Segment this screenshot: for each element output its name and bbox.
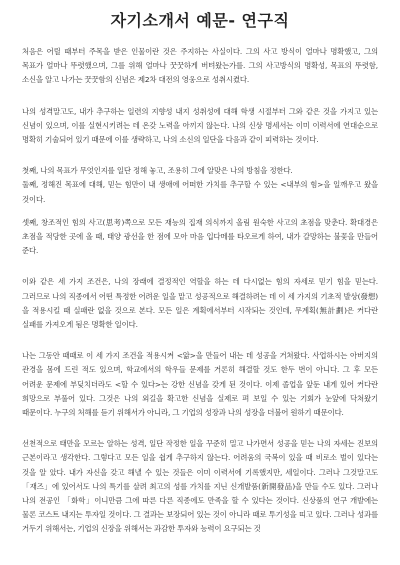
- paragraph-convictions: 나의 성격말고도, 내가 추구하는 일련의 지향성 내지 성취성에 대해 학생 시절부터 그와 같은 것을 가지고 있는 신념이 있으며, 이를 실현시키려는 데 온갖 노력을 아끼지 않는다. 나의 신상 명세서는 이미 이력서에 연대순으로 명확히 기술되어 있기 때문에 이를 생략하고, 나의 소신의 일단을 다음과 같이 피력하는 것이다.: [22, 106, 378, 145]
- paragraph-personality: 선천적으로 태만을 모르는 알하는 성격, 일단 작정한 일을 꾸준히 밀고 나가면서 성공을 믿는 나의 자세는 진보의 근본이라고 생각한다. 그렇다고 모든 일을 쉽게 추구하지 않는다. 어려움의 국복이 있을 때 비로소 벌이 있다는 것을 알 았다. 내가 자신을 갖고 해낼 수 있는 것들은 이미 이력서에 기록했지만, 세일이다. 그러나 그것말고도 「재즈」에 있어서도 나의 특기를 살려 최고의 성를 가치를 지닌 신개발품(新開發品)을 만들 수도 있다. 그러나 나의 전공인 「화학」이니만큼 그에 따른 다른 직종에도 만족을 할 수 있다는 것이다. 신상품의 연구 개발에는 물론 코스트 내지는 투자일 것이다. 그 결과는 보장되어 있는 것이 아니라 때로 투기성을 띠고 있다. 그러나 성과를 거두기 위해서는, 기업의 신장을 위해서는 과감한 투자와 능력이 요구되는 것: [22, 439, 378, 534]
- paragraph-point-second: 둘째, 정해진 목표에 대해, 믿는 힘만이 내 생애에 어떠한 가치를 추구할 수 있는 <내부의 힘>을 일깨우고 왔을 것이다.: [22, 180, 378, 204]
- document-title: 자기소개서 예문- 연구직: [110, 11, 290, 30]
- paragraph-point-first: 첫째, 나의 목표가 무엇인지를 일단 정해 놓고, 조용히 그에 알맞은 나의 방침을 정한다.: [22, 166, 293, 176]
- paragraph-three-conditions: 이와 같은 세 가지 조건은, 나의 장래에 결정적인 역할을 하는 데 다시없는 힘의 자세로 믿기 힘을 믿는다. 그러므로 나의 직종에서 어떤 특정한 어려운 일을 맡고 성공적으로 해결하려는 데 이 세 가지의 기초적 발상(發想)을 적용시킬 때 실패란 없을 것으로 본다. 모든 일은 계획에서부터 시작되는 것인데, 무계획(無計劃)은 커다란 실패를 가져오게 됨은 명확한 일이다.: [22, 277, 378, 330]
- paragraph-intro: 처음은 어릴 때부터 주목을 받은 인물이란 것은 주지하는 사실이다. 그의 사고 방식이 얼마나 명확했고, 그의 목표가 얼마나 뚜렷했으며, 그를 위해 얼마나 꿋꿋하게 버텨왔는가를. 그의 사고방식의 명확성, 목표의 뚜렷함, 소신을 알고 나가는 꿋꿋함의 신념은 제2차 대전의 영웅으로 성취시켰다.: [22, 47, 378, 85]
- paragraph-experience: 나는 그동안 때때로 이 세 가지 조건을 적용시켜 <앎>을 만들어 내는 데 성공을 거쳐왔다. 사업하시는 아버지의 관경을 몸에 드린 적도 있으며, 학교에서의 학우들 문제를 거론히 해결할 것도 한두 번이 아니다. 그 후 모든 어려운 문제에 부딪치더라도 <할 수 있다>는 강한 신념을 갖게 된 것이다. 이제 졸업을 앞둔 내게 있어 커다란 희망으로 부풀어 있다. 그것은 나의 외길을 확고한 신념을 실제로 펴 보일 수 있는 기회가 눈앞에 닥쳐왔기 때문이다. 누구의 처해를 듣기 위해서가 아니라, 그 기업의 성장과 나의 성장을 더불어 원하기 때문이다.: [22, 351, 378, 418]
- paragraph-point-third: 셋째, 창조적인 힘의 사고(思考)쪽으로 모든 재능의 집재 의식까지 올림 원숙한 사고의 초점을 맞춘다. 확대경은 초점을 적당한 곳에 올 때, 태양 광선을 한 점에 모아 마음 입다메를 타오르게 하여, 내가 갈망하는 불꽃을 만들어 준다.: [22, 217, 378, 256]
